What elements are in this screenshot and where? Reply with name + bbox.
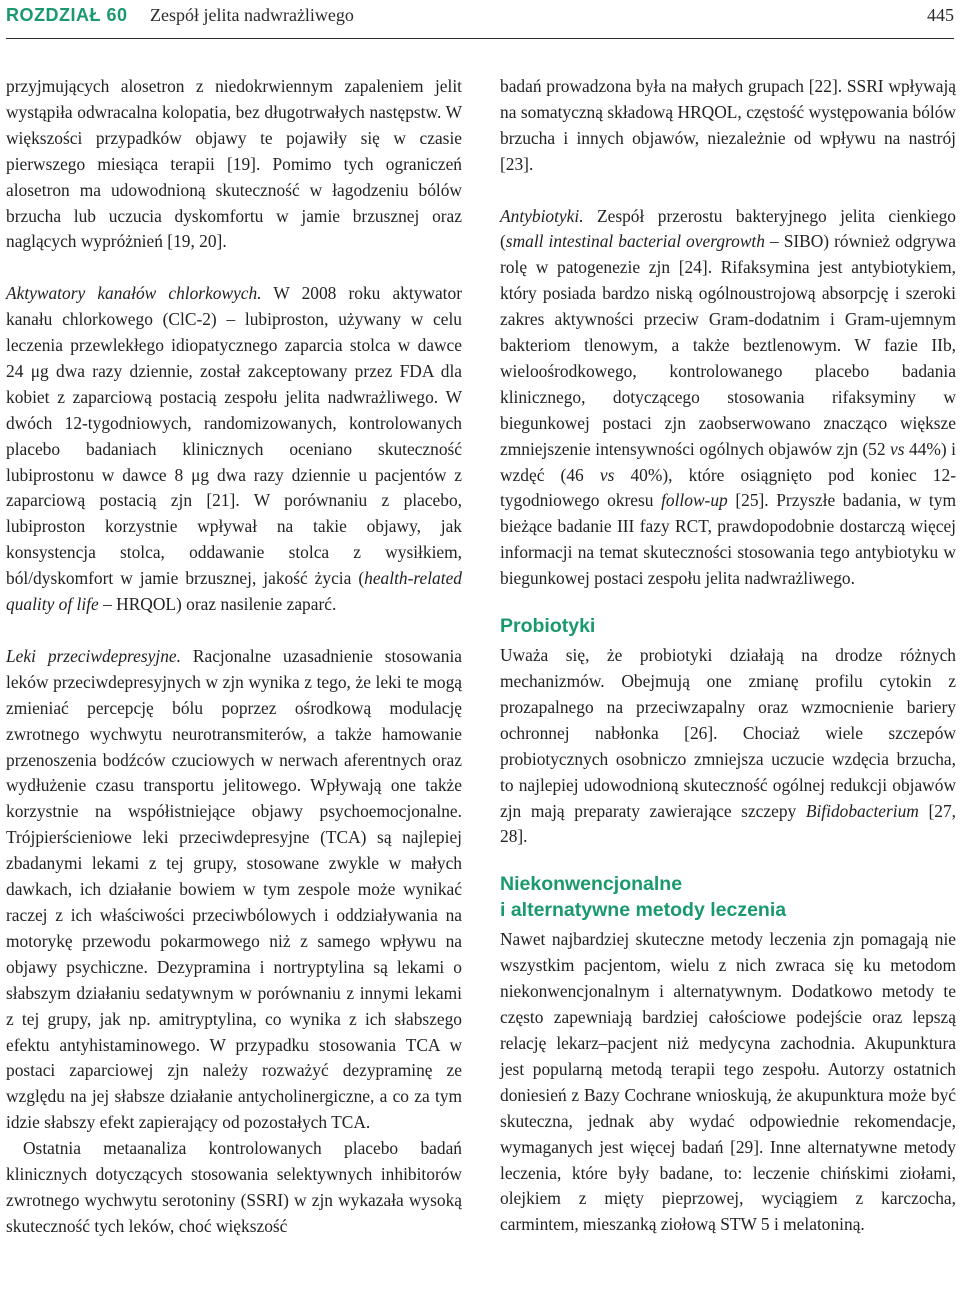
paragraph-antidepressants: Leki przeciwdepresyjne. Racjonalne uzasadnienie stosowania leków przeciwdepresyjnych w zjn wynika z tego, że leki te mogą zmieniać percepcję bólu poprzez ośrodkową modulację zwrotnego wychwytu neurotransmiterów, a także hamowanie przenoszenia bodźców czuciowych w nerwach aferentnych oraz wydłużenie czasu transportu jelitowego. Wpływają one także korzystnie na współistniejące objawy psychoemocjonalne. Trójpierścieniowe leki przeciwdepresyjne (TCA) są najlepiej zbadanymi lekami z tej grupy, stosowane zwykle w małych dawkach, ich działanie bowiem w tym zespole może wynikać raczej z ich właściwości przeciwbólowych i oddziaływania na motorykę przewodu pokarmowego niż z samego wpływu na objawy psychiczne. Dezypramina i nortryptylina są lekami o słabszym działaniu sedatywnym w porównaniu z innymi lekami z tej grupy, jak np. amitryptylina, co wynika z ich słabszego efektu antyhistaminowego. W przypadku stosowania TCA w postaci zaparciowej zjn należy rozważyć dezypraminę ze względu na jej słabsze działanie antycholinergiczne, a co za tym idzie słabszy efekt zapierający od pozostałych TCA. [6, 645, 463, 1133]
paragraph-alternative: Nawet najbardziej skuteczne metody leczenia zjn pomagają nie wszystkim pacjentom, wielu z nich zwraca się ku metodom niekonwencjonalnym i alternatywnym. Dodatkowo metody te często zapewniają bardziej całościowe podejście oraz lepszą relację lekarz–pacjent niż medycyna zachodnia. Akupunktura jest popularną metodą terapii tego zespołu. Autorzy ostatnich doniesień z Bazy Cochrane wnioskują, że akupunktura może być skuteczna, jednak aby wydać odpowiednie rekomendacje, wymaganych jest więcej badań [29]. Inne alternatywne metody leczenia, które były badane, to: leczenie chińskimi ziołami, olejkiem z mięty pieprzowej, wyciągiem z karczocha, carmintem, mieszanką ziołową STW 5 i melatoniną. [500, 929, 956, 1235]
right-column [500, 74, 956, 1238]
run-in-heading: Aktywatory kanałów chlorkowych. [6, 283, 262, 304]
paragraph: badań prowadzona była na małych grupach [22]. SSRI wpływają na somatyczną składową HRQOL, częstość występowania bólów brzucha i innych objawów, niezależnie od wpływu na nastrój [23]. [500, 76, 956, 174]
paragraph: Ostatnia metaanaliza kontrolowanych placebo badań klinicznych dotyczących stosowania selektywnych inhibitorów zwrotnego wychwytu serotoniny (SSRI) w zjn wykazała wysoką skuteczność tych leków, choć większość [6, 1138, 462, 1236]
left-column [6, 74, 462, 1240]
run-in-heading: Antybiotyki. [500, 205, 584, 226]
page-number: 445 [927, 5, 954, 25]
chapter-label: ROZDZIAŁ 60 [6, 5, 128, 25]
paragraph: przyjmujących alosetron z niedokrwiennym zapaleniem jelit wystąpiła odwracalna kolopatia, bez długotrwałych następstw. W większości przypadków objawy te pojawiły się w czasie pierwszego miesiąca terapii [19]. Pomimo tych ograniczeń alosetron ma udowodnioną skuteczność w łagodzeniu bólów brzucha lub uczucia dyskomfortu w jamie brzusznej oraz naglących wypróżnień [19, 20]. [6, 76, 462, 252]
section-heading-probiotyki: Probiotyki [500, 615, 596, 638]
running-header [6, 0, 954, 39]
paragraph-probiotics: Uważa się, że probiotyki działają na drodze różnych mechanizmów. Obejmują one zmianę profilu cytokin z prozapalnego na przeciwzapalny oraz wzmocnienie bariery ochronnej nabłonka [26]. Chociaż wiele szczepów probiotycznych osobniczo zmniejsza uczucie wzdęcia brzucha, to najlepiej udowodnioną skuteczność ogólnej redukcji objawów zjn mają preparaty zawierające szczepy Bifidobacterium [27, 28]. [500, 645, 956, 847]
paragraph-chloride-channel: Aktywatory kanałów chlorkowych. W 2008 roku aktywator kanału chlorkowego (ClC-2) – lubiproston, używany w celu leczenia przewlekłego idiopatycznego zaparcia stolca w dawce 24 μg dwa razy dziennie, został zakceptowany przez FDA dla kobiet z zaparciową postacią zespołu jelita nadwrażliwego. W dwóch 12-tygodniowych, randomizowanych, kontrolowanych placebo badaniach klinicznych oceniano skuteczność lubiprostonu w dawce 8 μg dwa razy dziennie u pacjentów z zaparciową postacią zjn [21]. W porównaniu z placebo, lubiproston korzystnie wpływał na takie objawy, jak konsystencja stolca, oddawanie stolca z wysiłkiem, ból/dyskomfort w jamie brzusznej, jakość życia (health-related quality of life – HRQOL) oraz nasilenie zaparć. [6, 283, 462, 615]
run-in-heading: Leki przeciwdepresyjne. [6, 645, 181, 666]
section-heading-alternative: Niekonwencjonalne i alternatywne metody leczenia [500, 873, 787, 922]
running-title: Zespół jelita nadwrażliwego [150, 5, 354, 25]
paragraph-antibiotics: Antybiotyki. Zespół przerostu bakteryjnego jelita cienkiego (small intestinal bacterial overgrowth – SIBO) również odgrywa rolę w patogenezie zjn [24]. Rifaksymina jest antybiotykiem, który posiada bardzo niską ogólnoustrojową absorpcję i szeroki zakres aktywności przeciw Gram-dodatnim i Gram-ujemnym bakteriom tlenowym, a także beztlenowym. W fazie IIb, wieloośrodkowego, kontrolowanego placebo badania klinicznego, dotyczącego stosowania rifaksyminy w biegunkowej postaci zjn zaobserwowano znacząco większe zmniejszenie intensywności ogólnych objawów zjn (52 vs 44%) i wzdęć (46 vs 40%), które osiągnięto pod koniec 12-tygodniowego okresu follow-up [25]. Przyszłe badania, w tym bieżące badanie III fazy RCT, prawdopodobnie dostarczą więcej informacji na temat skuteczności stosowania tego antybiotyku w biegunkowej postaci zespołu jelita nadwrażliwego. [500, 205, 956, 589]
